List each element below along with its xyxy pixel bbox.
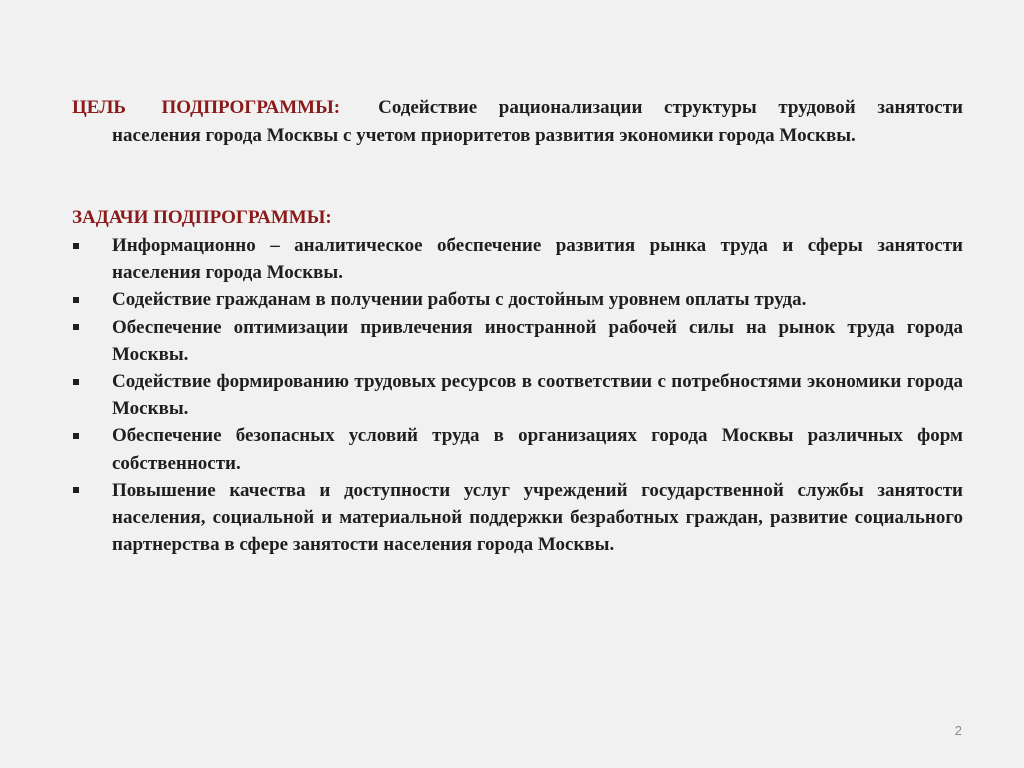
goal-block xyxy=(72,94,963,149)
task-text: Информационно – аналитическое обеспечение развития рынка труда и сферы занятости населения города Москвы. xyxy=(112,235,963,284)
tasks-heading: ЗАДАЧИ ПОДПРОГРАММЫ: xyxy=(72,207,332,228)
tasks-list xyxy=(72,232,963,558)
task-item xyxy=(72,422,963,476)
square-bullet-icon xyxy=(72,286,84,313)
square-bullet-icon xyxy=(72,232,84,259)
square-bullet-icon xyxy=(72,368,84,395)
task-text: Повышение качества и доступности услуг учреждений государственной службы занятости населения, социальной и материальной поддержки безработных граждан, развитие социального партнерства в сфере занятости населения города Москвы. xyxy=(112,479,963,556)
task-item xyxy=(72,286,963,313)
task-text: Содействие гражданам в получении работы с достойным уровнем оплаты труда. xyxy=(112,289,807,311)
task-item xyxy=(72,368,963,422)
task-item xyxy=(72,314,963,368)
goal-heading: ЦЕЛЬ ПОДПРОГРАММЫ: xyxy=(72,97,341,118)
square-bullet-icon xyxy=(72,477,84,504)
task-item xyxy=(72,232,963,286)
square-bullet-icon xyxy=(72,314,84,341)
goal-text: Содействие рационализации структуры трудовой занятости населения города Москвы с учетом приоритетов развития экономики города Москвы. xyxy=(112,97,963,146)
task-text: Содействие формированию трудовых ресурсов в соответствии с потребностями экономики города Москвы. xyxy=(112,371,963,420)
page-number: 2 xyxy=(954,723,962,738)
task-text: Обеспечение безопасных условий труда в организациях города Москвы различных форм собственности. xyxy=(112,425,963,474)
square-bullet-icon xyxy=(72,422,84,449)
task-text: Обеспечение оптимизации привлечения иностранной рабочей силы на рынок труда города Москвы. xyxy=(112,316,963,365)
task-item xyxy=(72,477,963,559)
